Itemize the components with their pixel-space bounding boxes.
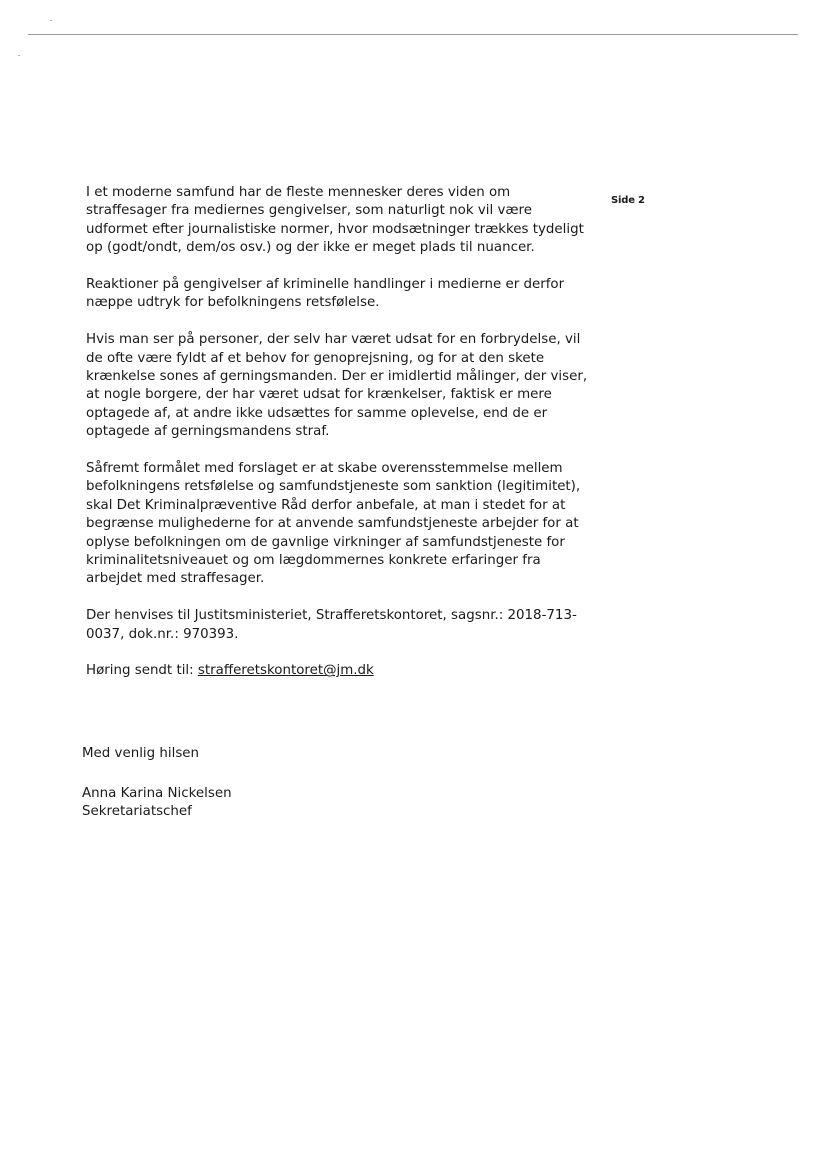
- paragraph-reactions: Reaktioner på gengivelser af kriminelle handlinger i medierne er derfor næppe udtryk for befolkningens retsfølelse.: [86, 277, 565, 311]
- hearing-email-link[interactable]: strafferetskontoret@jm.dk: [197, 663, 374, 679]
- paragraph-recommendation: Såfremt formålet med forslaget er at skabe overensstemmelse mellem befolkningens retsfølelse og samfundstjeneste som sanktion (legitimitet), skal Det Kriminalpræventive Råd derfor anbefale, at man i stedet for at begrænse mulighederne for at anvende samfundstjeneste arbejder for at oplyse befolkningen om de gavnlige virkninger af samfundstjeneste for kriminalitetsniveauet og om lægdommernes konkrete erfaringer fra arbejdet med straffesager.: [86, 461, 581, 587]
- paragraph-victims: Hvis man ser på personer, der selv har været udsat for en forbrydelse, vil de ofte være fyldt af et behov for genoprejsning, og for at den skete krænkelse sones af gerningsmanden. Der er imidlertid målinger, der viser, at nogle borgere, der har været udsat for krænkelser, faktisk er mere optagede af, at andre ikke udsættes for samme oplevelse, end de er optagede af gerningsmandens straf.: [86, 332, 588, 440]
- scan-speck: [18, 55, 20, 56]
- letter-body: [86, 184, 616, 699]
- hearing-line: [86, 662, 616, 680]
- hearing-label: Høring sendt til:: [86, 663, 198, 679]
- signer-title: Sekretariatschef: [82, 804, 192, 820]
- scan-speck: [50, 20, 52, 21]
- closing-greeting: Med venlig hilsen: [82, 746, 200, 761]
- header-rule: [28, 34, 798, 35]
- page-number-label: Side 2: [611, 195, 645, 206]
- paragraph-media-coverage: I et moderne samfund har de fleste mennesker deres viden om straffesager fra mediernes gengivelser, som naturligt nok vil være udformet efter journalistiske normer, hvor modsætninger trækkes tydeligt op (godt/ondt, dem/os osv.) og der ikke er meget plads til nuancer.: [86, 185, 584, 256]
- paragraph-reference: Der henvises til Justitsministeriet, Strafferetskontoret, sagsnr.: 2018-713- 0037, dok.nr.: 970393.: [86, 608, 577, 642]
- signature-block: [82, 785, 232, 822]
- signer-name: Anna Karina Nickelsen: [82, 786, 232, 801]
